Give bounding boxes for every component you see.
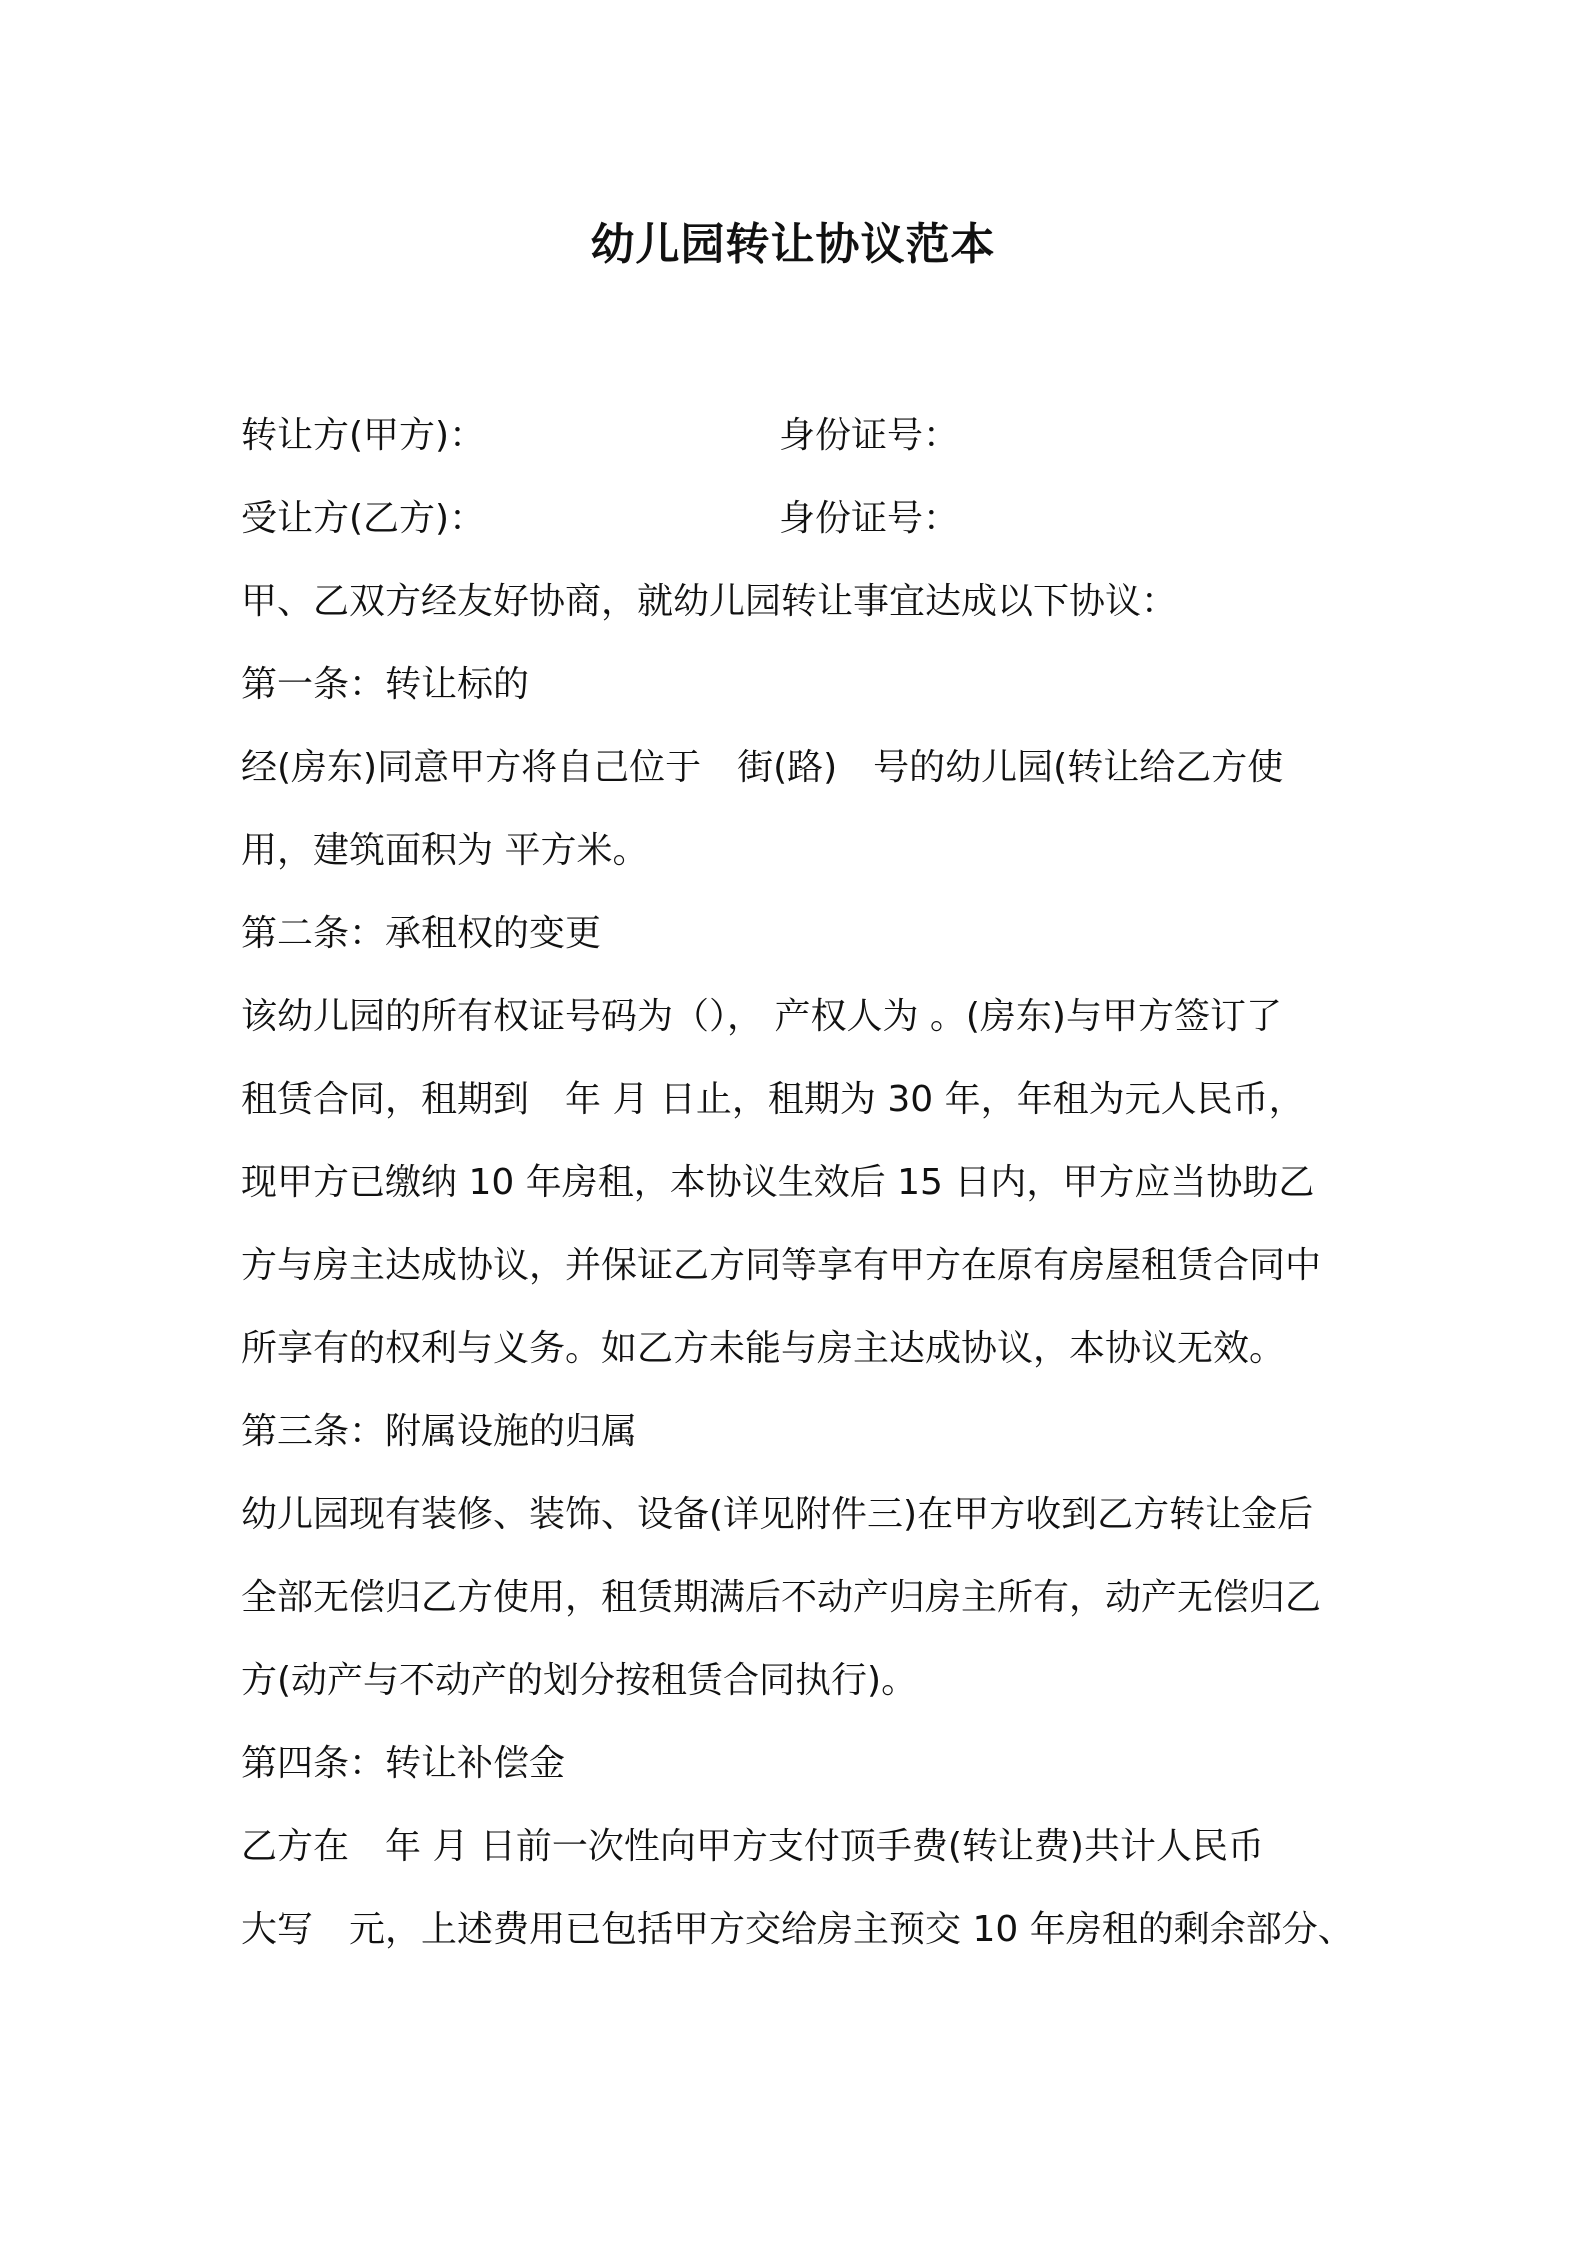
article-3-text-line: 幼儿园现有装修、装饰、设备(详见附件三)在甲方收到乙方转让金后 [241, 1494, 1314, 1535]
intro-paragraph: 甲、乙双方经友好协商，就幼儿园转让事宜达成以下协议： [241, 581, 1178, 622]
article-4-text-line: 大写 元，上述费用已包括甲方交给房主预交 10 年房租的剩余部分、 [241, 1909, 1354, 1950]
article-3-heading: 第三条：附属设施的归属 [241, 1411, 638, 1452]
article-1-text-line: 用，建筑面积为 平方米。 [241, 830, 649, 871]
article-2-text-line: 所享有的权利与义务。如乙方未能与房主达成协议，本协议无效。 [241, 1328, 1286, 1369]
transferee-label: 受让方(乙方)： [241, 498, 486, 539]
article-1-text-line: 经(房东)同意甲方将自己位于 街(路) 号的幼儿园(转让给乙方使 [241, 747, 1284, 788]
article-2-text-line: 租赁合同，租期到 年 月 日止，租期为 30 年，年租为元人民币， [241, 1079, 1305, 1120]
article-3-text-line: 全部无偿归乙方使用，租赁期满后不动产归房主所有，动产无偿归乙 [241, 1577, 1322, 1618]
transferee-id-label: 身份证号： [779, 498, 960, 539]
article-2-heading: 第二条：承租权的变更 [241, 913, 602, 954]
article-4-heading: 第四条：转让补偿金 [241, 1743, 566, 1784]
article-2-text-line: 现甲方已缴纳 10 年房租，本协议生效后 15 日内，甲方应当协助乙 [241, 1162, 1315, 1203]
article-2-text-line: 方与房主达成协议，并保证乙方同等享有甲方在原有房屋租赁合同中 [241, 1245, 1322, 1286]
transferor-id-label: 身份证号： [779, 415, 960, 456]
transferor-label: 转让方(甲方)： [241, 415, 486, 456]
article-4-text-line: 乙方在 年 月 日前一次性向甲方支付顶手费(转让费)共计人民币 [241, 1826, 1264, 1867]
article-3-text-line: 方(动产与不动产的划分按租赁合同执行)。 [241, 1660, 918, 1701]
document-title: 幼儿园转让协议范本 [590, 219, 996, 270]
article-1-heading: 第一条：转让标的 [241, 664, 530, 705]
article-2-text-line: 该幼儿园的所有权证号码为（）， 产权人为 。(房东)与甲方签订了 [241, 996, 1282, 1037]
